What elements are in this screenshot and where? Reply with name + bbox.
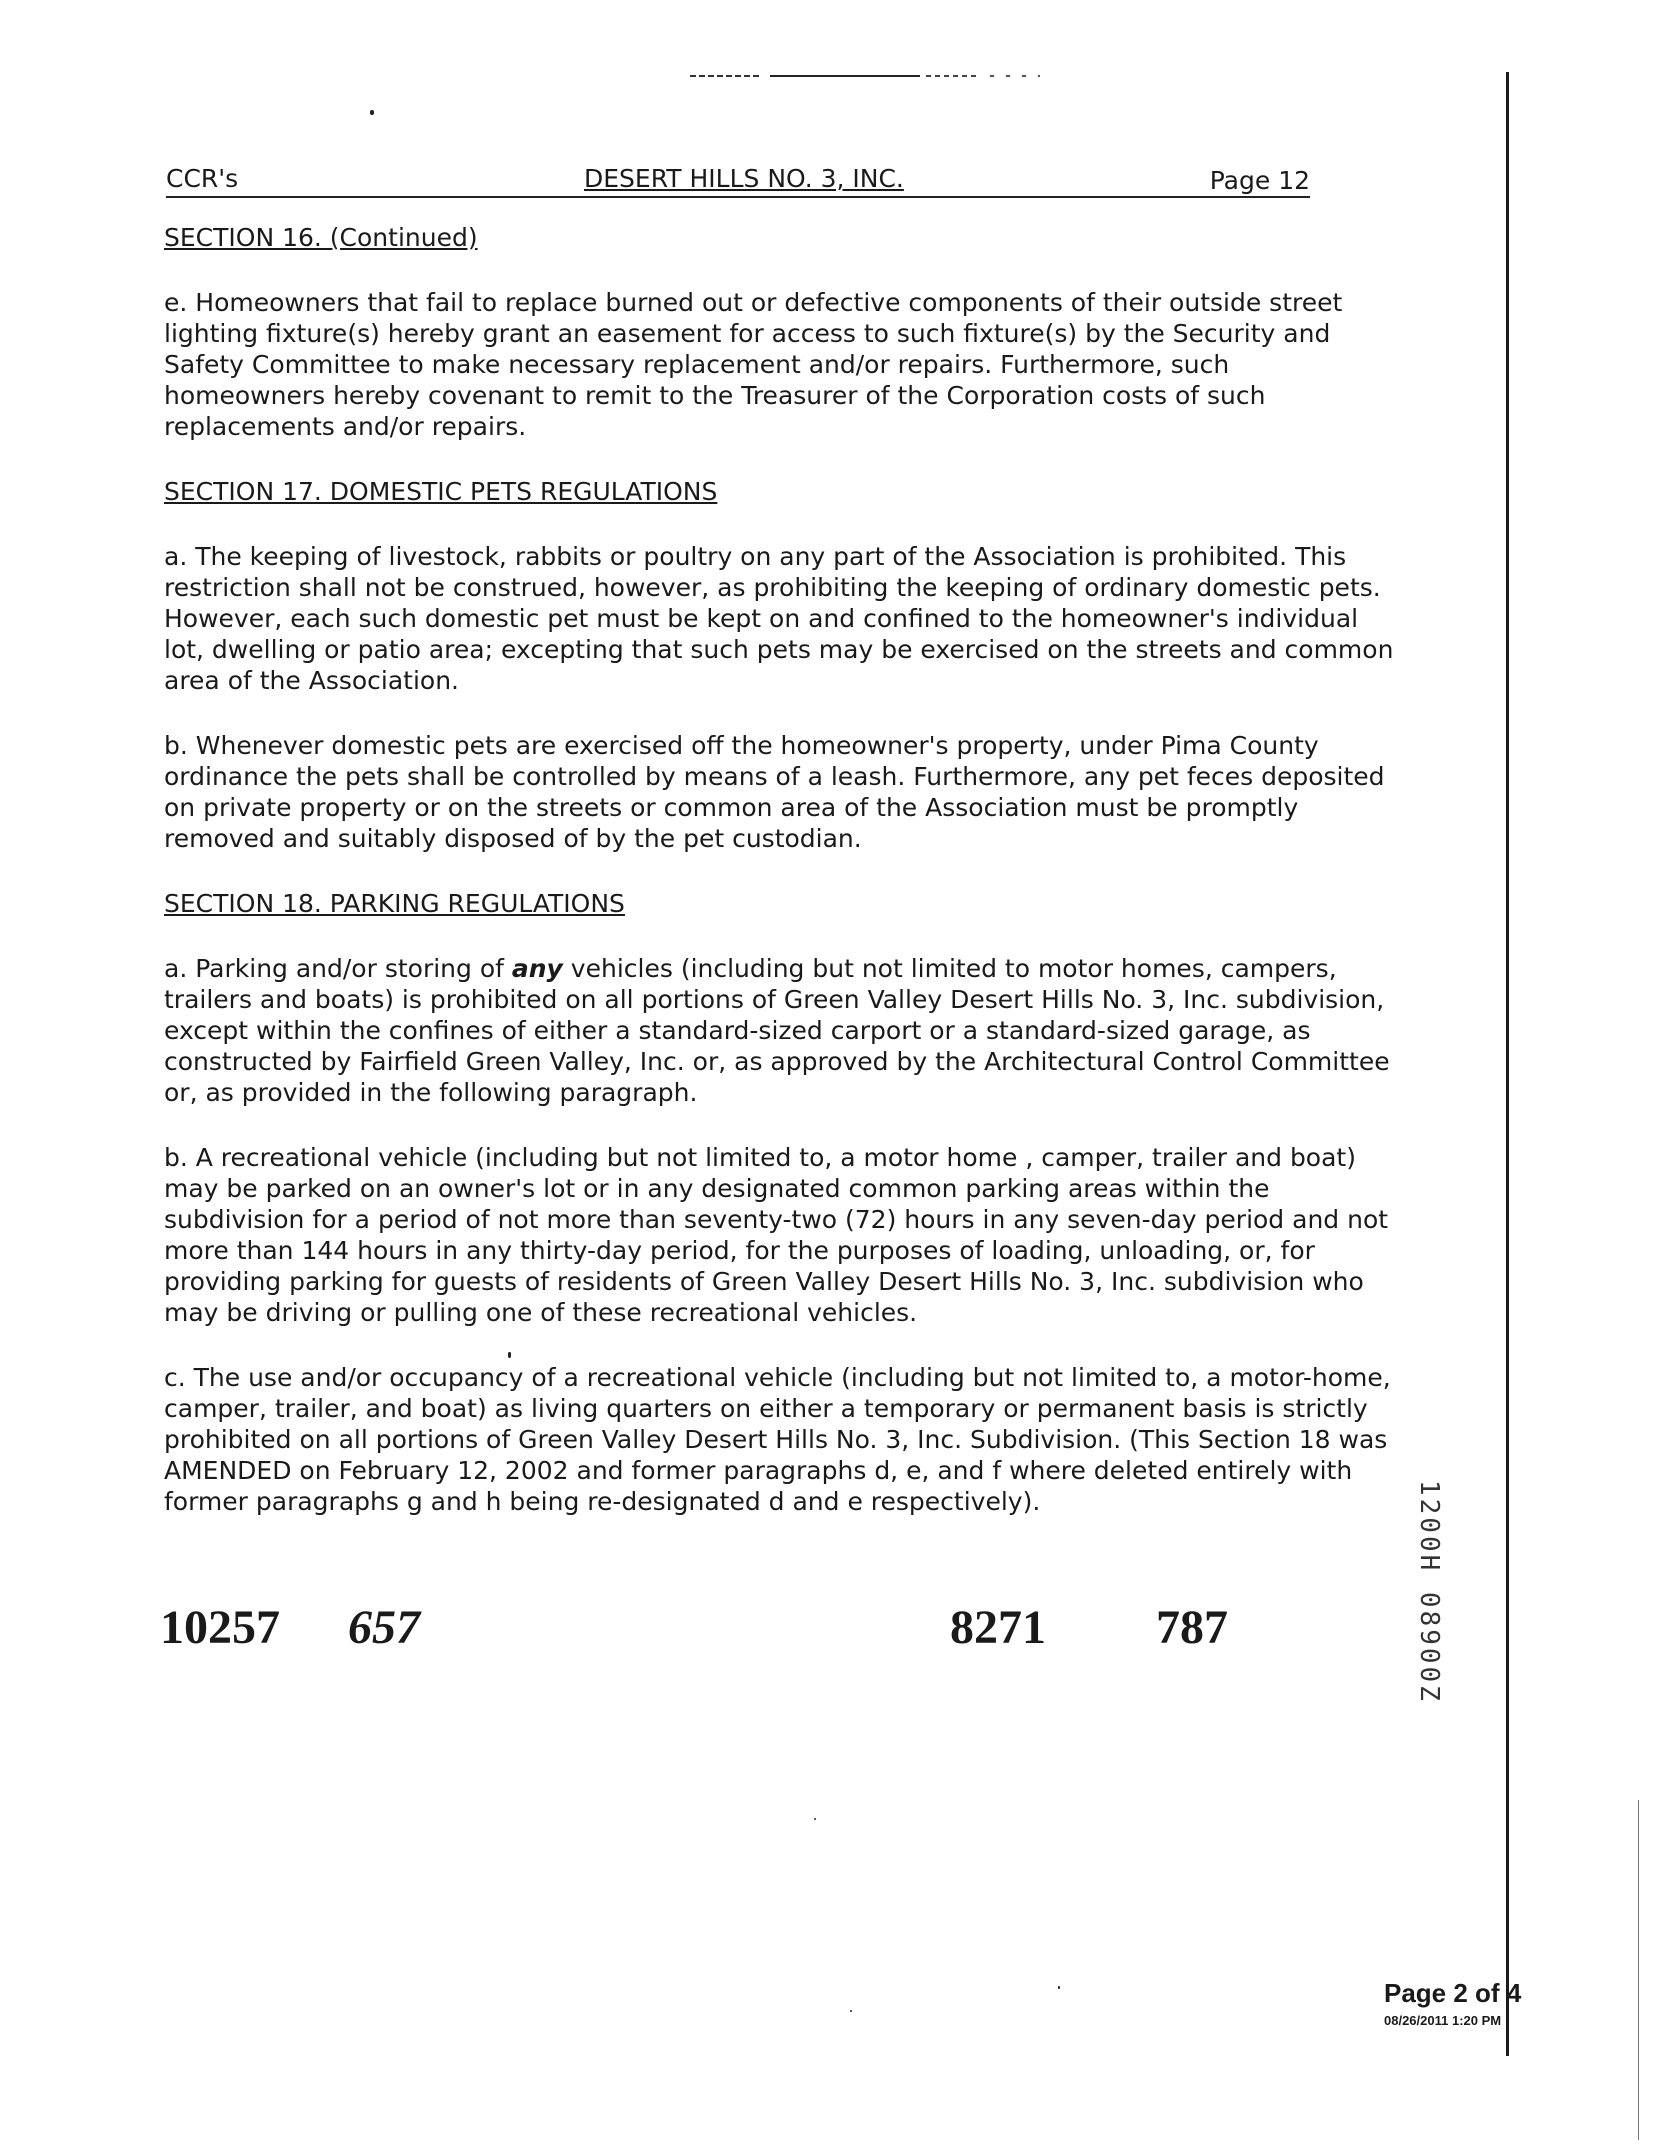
reference-number-2: 657 — [348, 1601, 420, 1654]
section-18-paragraph-a — [164, 953, 1396, 1108]
scan-speck — [370, 110, 374, 115]
scan-speck — [1058, 1986, 1060, 1989]
footer-page-label: Page 2 of 4 — [1384, 1978, 1522, 2008]
document-body — [164, 222, 1396, 1551]
section-17-paragraph-b: b. Whenever domestic pets are exercised off the homeowner's property, under Pima County ordinance the pets shall be controlled by means of a leash. Furthermore, any pet feces deposited on private property or on the streets or common area of the Association must be promptly removed and suitably disposed of by the pet custodian. — [164, 731, 1385, 853]
reference-number-3: 8271 — [950, 1601, 1046, 1654]
scan-edge-line-secondary — [1638, 1800, 1639, 2140]
section-17-title: SECTION 17. DOMESTIC PETS REGULATIONS — [164, 477, 718, 506]
page-header — [166, 160, 1310, 198]
header-left-title: CCR's — [166, 164, 239, 193]
section-17-paragraph-a: a. The keeping of livestock, rabbits or poultry on any part of the Association is prohibited. This restriction shall not be construed, however, as prohibiting the keeping of ordinary domestic pets. However, each such domestic pet must be kept on and confined to the homeowner's individual lot, dwelling or patio area; excepting that such pets may be exercised on the streets and common area of the Association. — [164, 542, 1394, 695]
section-16-title: SECTION 16. (Continued) — [164, 223, 478, 252]
header-center-title: DESERT HILLS NO. 3, INC. — [584, 164, 904, 193]
section-18-paragraph-c: c. The use and/or occupancy of a recreational vehicle (including but not limited to, a motor-home, camper, trailer, and boat) as living quarters on either a temporary or permanent basis is strictly prohibited on all portions of Green Valley Desert Hills No. 3, Inc. Subdivision. (This Section 18 was AMENDED on February 12, 2002 and former paragraphs d, e, and f where deleted entirely with former paragraphs g and h being re-designated d and e respectively). — [164, 1363, 1391, 1516]
section-18-title: SECTION 18. PARKING REGULATIONS — [164, 889, 625, 918]
section-18-a-lead: a. Parking and/or storing of — [164, 954, 512, 983]
section-18-paragraph-b: b. A recreational vehicle (including but not limited to, a motor home , camper, trailer and boat) may be parked on an owner's lot or in any designated common parking areas within the subdivision for a period of not more than seventy-two (72) hours in any seven-day period and not more than 144 hours in any thirty-day period, for the purposes of loading, unloading, or, for providing parking for guests of residents of Green Valley Desert Hills No. 3, Inc. subdivision who may be driving or pulling one of these recreational vehicles. — [164, 1143, 1389, 1327]
scan-dashes — [690, 73, 1040, 79]
footer-timestamp: 08/26/2011 1:20 PM — [1384, 2013, 1502, 2028]
recording-reference-numbers — [160, 1600, 1260, 1660]
reference-number-4: 787 — [1156, 1601, 1228, 1654]
scan-speck — [814, 1818, 816, 1820]
scan-speck — [850, 2010, 852, 2012]
scan-artifact-top — [690, 64, 1040, 70]
reference-number-1: 10257 — [160, 1601, 280, 1654]
section-18-a-emphasis: any — [511, 954, 563, 983]
recording-stamp-text: 1200H 08900Z — [1414, 1480, 1444, 1704]
section-16-paragraph-e: e. Homeowners that fail to replace burned out or defective components of their outside street lighting fixture(s) hereby grant an easement for access to such fixture(s) by the Security and Safety Committee to make necessary replacement and/or repairs. Furthermore, such homeowners hereby covenant to remit to the Treasurer of the Corporation costs of such replacements and/or repairs. — [164, 288, 1343, 441]
header-page-number: Page 12 — [1209, 166, 1310, 195]
page-footer — [1384, 1978, 1644, 2028]
scan-edge-line — [1506, 72, 1509, 2056]
section-18-a-rest: vehicles (including but not limited to motor homes, campers, trailers and boats) is prohibited on all portions of Green Valley Desert Hills No. 3, Inc. subdivision, except within the confines of either a standard-sized carport or a standard-sized garage, as constructed by Fairfield Green Valley, Inc. or, as approved by the Architectural Control Committee or, as provided in the following paragraph. — [164, 954, 1390, 1107]
vertical-recording-stamp — [1414, 1480, 1464, 1710]
